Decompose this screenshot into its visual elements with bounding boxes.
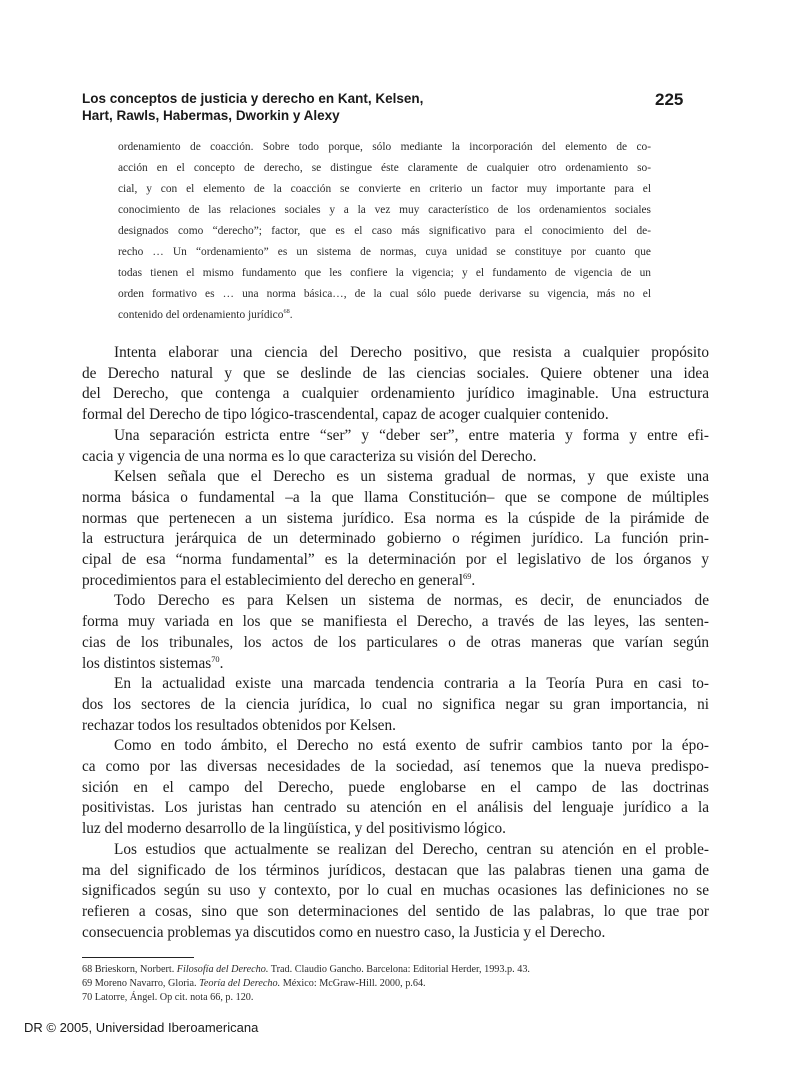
footnote-69 (82, 977, 642, 991)
footnote-divider (82, 957, 194, 958)
text-line: significados según su uso y contexto, por lo cual en muchas ocasiones las definiciones no se (82, 882, 709, 900)
running-header (82, 90, 702, 124)
quote-line: ordenamiento de coacción. Sobre todo porque, sólo mediante la incorporación del elemento de co- (118, 141, 651, 153)
text-line: Una separación estricta entre “ser” y “deber ser”, entre materia y forma y entre efi- (114, 426, 709, 444)
quote-last-text: contenido del ordenamiento jurídico (118, 309, 284, 321)
text-line (82, 571, 709, 592)
paragraph-7 (82, 840, 709, 944)
text-line: Todo Derecho es para Kelsen un sistema de normas, es decir, de enunciados de (114, 592, 709, 610)
text-line: Kelsen señala que el Derecho es un sistema gradual de normas, y que existe una (114, 468, 709, 486)
footnote-author: Moreno Navarro, Gloria. (94, 978, 200, 989)
block-quote (118, 137, 651, 326)
text-line: Los estudios que actualmente se realizan del Derecho, centran su atención en el proble- (114, 840, 709, 858)
text-line: En la actualidad existe una marcada tendencia contraria a la Teoría Pura en casi to- (114, 675, 709, 693)
footnote-number: 70 (82, 992, 93, 1003)
text-line: cacia y vigencia de una norma es lo que caracteriza su visión del Derecho. (82, 447, 537, 465)
quote-line: acción en el concepto de derecho, se distingue éste claramente de cualquier otro ordenamiento so- (118, 162, 651, 174)
quote-line: cial, y con el elemento de la coacción se convierte en criterio un factor muy importante para el (118, 183, 651, 195)
text-line (82, 654, 709, 675)
footnote-details: México: McGraw-Hill. 2000, p.64. (280, 978, 426, 989)
paragraph-5 (82, 674, 709, 736)
text-run: procedimientos para el establecimiento del derecho en general (82, 571, 463, 589)
quote-line: designados como “derecho”; factor, que es el caso más significativo para el conocimiento del de- (118, 225, 651, 237)
text-line: rechazar todos los resultados obtenidos por Kelsen. (82, 716, 396, 734)
text-line: luz del moderno desarrollo de la lingüística, y del positivismo lógico. (82, 820, 506, 838)
text-run: los distintos sistemas (82, 654, 212, 672)
footnote-68 (82, 963, 642, 977)
quote-end: . (289, 309, 293, 321)
footnotes (82, 963, 642, 1005)
footnote-ref-68[interactable]: 68 (283, 308, 290, 316)
text-line: cipal de esa “norma fundamental” es la determinación por el legislativo de los órganos y (82, 551, 709, 569)
text-line: cias de los tribunales, los actos de los particulares o de otras maneras que varían según (82, 633, 709, 651)
text-line: formal del Derecho de tipo lógico-trascendental, capaz de acoger cualquier contenido. (82, 406, 609, 424)
quote-line: conocimiento de las relaciones sociales y a la vez muy característico de los ordenamientos sociales (118, 204, 651, 216)
quote-line: orden formativo es … una norma básica…, de la cual sólo puede derivarse su vigencia, más no el (118, 288, 651, 300)
paragraph-2 (82, 426, 709, 467)
quote-line: recho … Un “ordenamiento” es un sistema de normas, cuya unidad se constituye por cuanto que (118, 246, 651, 258)
text-line: ca como por las diversas necesidades de la sociedad, así tenemos que la nueva predispo- (82, 758, 709, 776)
footnote-ref-70[interactable]: 70 (211, 654, 220, 664)
text-line: dos los sectores de la ciencia jurídica, lo cual no significa negar su gran importancia, ni (82, 695, 709, 713)
footnote-details: Trad. Claudio Gancho. Barcelona: Editorial Herder, 1993.p. 43. (268, 964, 530, 975)
header-title-line-1: Los conceptos de justicia y derecho en Kant, Kelsen, (82, 91, 424, 106)
footnote-ref-69[interactable]: 69 (462, 571, 472, 581)
text-line: ma del significado de los términos jurídicos, destacan que las palabras tienen una gama de (82, 861, 709, 879)
text-line: la estructura jerárquica de un determinado gobierno o régimen jurídico. La función prin- (82, 530, 709, 548)
text-line: refieren a cosas, sino que son determinaciones del sentido de las palabras, lo que trae por (82, 902, 709, 920)
text-line: Intenta elaborar una ciencia del Derecho positivo, que resista a cualquier propósito (114, 344, 709, 361)
text-line: forma muy variada en los que se manifiesta el Derecho, a través de las leyes, las senten- (82, 613, 709, 631)
paragraph-6 (82, 736, 709, 840)
paragraph-4 (82, 591, 709, 674)
text-line: positivistas. Los juristas han centrado su atención en el análisis del lenguaje jurídico a la (82, 799, 709, 817)
text-line: norma básica o fundamental –a la que llama Constitución– que se compone de múltiples (82, 488, 709, 506)
text-line: consecuencia problemas ya discutidos como en nuestro caso, la Justicia y el Derecho. (82, 923, 606, 941)
quote-line (118, 305, 651, 326)
paragraph-3 (82, 467, 709, 591)
footnote-author: Brieskorn, Norbert. (94, 964, 177, 975)
page-number: 225 (655, 90, 684, 109)
header-title-line-2: Hart, Rawls, Habermas, Dworkin y Alexy (82, 108, 340, 123)
text-line: de Derecho natural y que se deslinde de las ciencias sociales. Quiere obtener una idea (82, 364, 709, 382)
copyright-notice: DR © 2005, Universidad Iberoamericana (24, 1020, 259, 1035)
footnote-number: 68 (82, 964, 93, 975)
paragraph-1 (82, 343, 709, 426)
text-line: Como en todo ámbito, el Derecho no está exento de sufrir cambios tanto por la épo- (114, 737, 709, 755)
text-run: . (471, 571, 476, 589)
quote-line: todas tienen el mismo fundamento que les confiere la vigencia; y el fundamento de vigencia de un (118, 267, 651, 279)
text-line: sición en el campo del Derecho, puede englobarse en el campo de las doctrinas (82, 778, 709, 796)
footnote-title: Filosofía del Derecho. (176, 964, 269, 975)
footnote-title: Teoría del Derecho. (199, 978, 281, 989)
footnote-author: Latorre, Ángel. Op cit. nota 66, p. 120. (94, 992, 254, 1003)
text-line: normas que pertenecen a un sistema jurídico. Esa norma es la cúspide de la pirámide de (82, 509, 709, 527)
footnote-number: 69 (82, 978, 93, 989)
body-text (82, 343, 709, 943)
footnote-70 (82, 991, 642, 1005)
text-run: . (219, 654, 224, 672)
text-line: del Derecho, que contenga a cualquier ordenamiento jurídico imaginable. Una estructura (82, 385, 709, 403)
